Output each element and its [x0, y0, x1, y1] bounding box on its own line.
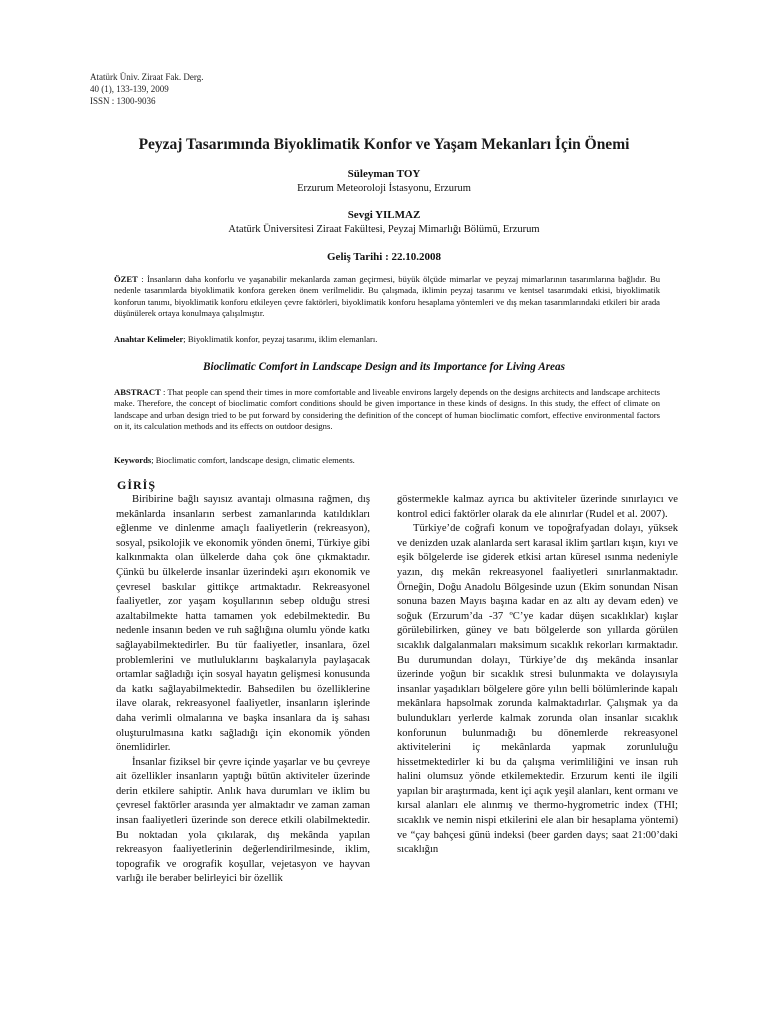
- anahtar-label: Anahtar Kelimeler: [114, 334, 184, 344]
- keywords-label: Keywords: [114, 455, 152, 465]
- journal-issn: ISSN : 1300-9036: [90, 96, 156, 106]
- abstract-label: ABSTRACT: [114, 387, 161, 397]
- journal-info: [90, 71, 203, 107]
- author-name-2: Sevgi YILMAZ: [347, 209, 421, 221]
- english-keywords: [114, 455, 660, 466]
- paper-title: Peyzaj Tasarımında Biyoklimatik Konfor ve Yaşam Mekanları İçin Önemi: [138, 136, 630, 153]
- ozet-label: ÖZET: [114, 274, 138, 284]
- journal-name: Atatürk Üniv. Ziraat Fak. Derg.: [90, 72, 204, 82]
- received-date: Geliş Tarihi : 22.10.2008: [327, 251, 441, 263]
- journal-volume: 40 (1), 133-139, 2009: [90, 84, 169, 94]
- left-paragraph-1: Biribirine bağlı sayısız avantajı olmasına rağmen, dış mekânlarda insanların serbest zamanlarında katıldıkları eğlenme ve dinlenme amaçlı faaliyetlerin (rekreasyon), sosyal, psikolojik ve ekonomik yönden önemi, Türkiye gibi kalkınmakta olan ülkelerde daha çok öne çıkmaktadır. Çünkü bu ülkelerde insanlar üzerindeki aşırı ekonomik ve çevresel baskılar gittikçe artmaktadır. Rekreasyonel faaliyetler, zor yaşam koşullarının sebep olduğu stresi azaltabilmekte hatta tamamen yok edebilmektedir. Bu nedenle insanın beden ve ruh sağlığına olumlu yönde katkı sağlayabilmektedirler. Bu tür faaliyetler, insanlara, özel problemlerini ve mutluluklarını başkalarıyla paylaşacak ortamlar sağladığı için sosyal hayatın gelişmesi konusunda da katkı sağlayabilmektedir. Bahsedilen bu özelliklerine ilave olarak, rekreasyonel faaliyetler, insanların işlerinde daha verimli olmalarına ve başka insanlara da iş sahası oluşturulmasına katkı sağladığı için ekonomik yönden önemlidirler.: [116, 494, 370, 754]
- english-title: Bioclimatic Comfort in Landscape Design and its Importance for Living Areas: [203, 361, 565, 373]
- english-abstract: [114, 387, 660, 433]
- right-paragraph-2: Türkiye’de coğrafi konum ve topoğrafyadan dolayı, yüksek ve denizden uzak alanlarda sert karasal iklim şartları kışın, kıyı ve eşik bölgelerde ise giderek etkisi artan küresel ısınma nedeniyle yazın, dış mekân rekreasyonel faaliyetleri sınırlanmaktadır. Örneğin, Doğu Anadolu Bölgesinde uzun (Ekim sonundan Nisan sonuna bazen Mayıs başına kadar en az altı ay devam eden) ve soğuk (Erzurum’da -37 ºC’ye kadar düşen sıcaklıklar) kışlar görülebilirken, güney ve batı bölgelerde son yıllarda görülen sıcaklık dalgalanmaları maksimum sıcaklık rekorları kırmaktadır. Bu durumundan dolayı, Türkiye’de dış mekânda insanlar üzerinde yoğun bir sıcaklık stresi bulunmakta ve dolayısıyla insanlar yaşadıkları bölgelere göre yılın belli bölümlerinde kapalı mekânlara hapsolmak zorunda kalmaktadırlar. Çalışmak ya da bulundukları yerlerde kalmak zorunda olan insanlar sıcaklık konforunun bulunmadığı bu dönemlerde rekreasyonel aktivitelerini iç mekânlarda yapmak zorunluluğu hissetmektedirler ki bu da çalışma verimliliğini ve insan ruh halini olumsuz yönde etkilemektedir. Erzurum kenti ile ilgili yapılan bir araştırmada, kent içi açık yeşil alanları, kent ormanı ve kırsal alanları ele alınmış ve thermo-hygrometric index (THI; sıcaklık ve nemin nispi etkilerini ele alan bir hesaplama yöntemi) ve “çay bahçesi günü indeksi (beer garden days; saat 21:00’daki sıcaklığın: [397, 523, 678, 856]
- author-affiliation-2: Atatürk Üniversitesi Ziraat Fakültesi, Peyzaj Mimarlığı Bölümü, Erzurum: [228, 224, 540, 235]
- author-affiliation-1: Erzurum Meteoroloji İstasyonu, Erzurum: [297, 183, 471, 194]
- right-column: [397, 493, 678, 858]
- anahtar-text: ; Biyoklimatik konfor, peyzaj tasarımı, iklim elemanları.: [183, 334, 378, 344]
- turkish-keywords: [114, 334, 660, 345]
- section-heading: GİRİŞ: [117, 478, 157, 492]
- abstract-text: : That people can spend their times in more comfortable and liveable environs largely depends on the designs architects and landscape architects make. Therefore, the concept of bioclimatic comfort conditions should be given importance in these kinds of designs. In this study, the effect of climate on landscape and urban design tried to be put forward by considering the definition of the concept of human bioclimatic comfort, effective environmental factors on it, its calculation methods and its effects on outdoor designs.: [114, 387, 660, 432]
- keywords-text: ; Bioclimatic comfort, landscape design, climatic elements.: [151, 455, 355, 465]
- right-paragraph-1: göstermekle kalmaz ayrıca bu aktiviteler üzerinde sınırlayıcı ve kontrol edici faktörler olarak da ele alınırlar (Rudel et al. 2007).: [397, 494, 678, 520]
- left-paragraph-2: İnsanlar fiziksel bir çevre içinde yaşarlar ve bu çevreye ait özellikler insanların yaptığı bütün aktiviteler üzerinde derin etkilere sahiptir. Anlık hava durumları ve iklim bu çevresel faktörler arasında yer almaktadır ve zaman zaman insan faaliyetleri üzerinde son derece etkili olabilmektedir. Bu noktadan yola çıkılarak, dış mekânda yapılan rekreasyon faaliyetlerinin değerlendirilmesinde, iklim, topografik ve orografik koşullar, vejetasyon ve hayvan varlığı ile beraber belirleyici bir özellik: [116, 756, 370, 885]
- ozet-text: : İnsanların daha konforlu ve yaşanabilir mekanlarda zaman geçirmesi, büyük ölçüde mimarlar ve peyzaj mimarlarının tasarımlarına bağlıdır. Bu nedenle tasarımlarda biyoklimatik konfora gereken önem verilmelidir. Bu çalışmada, iklimin peyzaj tasarımı ve kentsel tasarımdaki etkisi, biyoklimatik konforun tanımı, biyoklimatik konforu etkileyen çevre faktörleri, biyoklimatik konforu hesaplama yöntemleri ve dış mekan tasarımlarındaki etkileri bir arada düşünülerek ortaya konulmaya çalışılmıştır.: [114, 274, 660, 319]
- turkish-abstract: [114, 274, 660, 320]
- left-column: [116, 493, 370, 887]
- author-name-1: Süleyman TOY: [347, 168, 421, 180]
